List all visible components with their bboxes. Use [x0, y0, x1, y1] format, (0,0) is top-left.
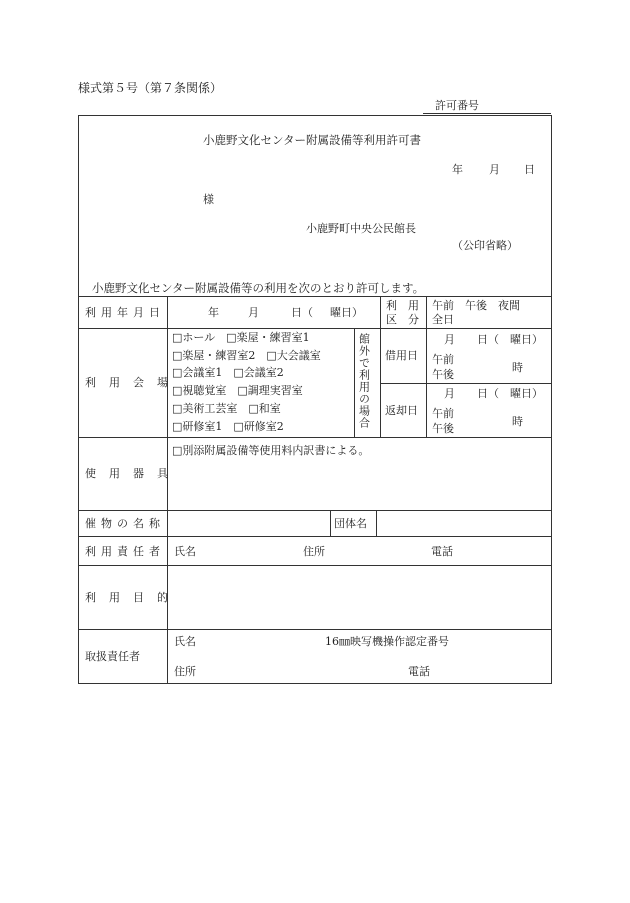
rule: [78, 565, 552, 566]
responsible-name: 氏名: [174, 545, 196, 558]
rule: [78, 328, 552, 329]
usage-date-label: 利用年月日: [85, 306, 165, 319]
rule: [167, 296, 168, 684]
responsible-label: 利用責任者: [85, 545, 165, 558]
usage-category-label-2: 区 分: [386, 313, 419, 326]
rule: [78, 437, 552, 438]
venue-room-line[interactable]: □研修室1 □研修室2: [172, 420, 284, 433]
usage-date-month: 月: [248, 306, 259, 319]
outside-use-label: 館外で利用の場合: [357, 333, 371, 429]
rule: [78, 510, 552, 511]
venue-room-line[interactable]: □視聴覚室 □調理実習室: [172, 384, 303, 397]
equipment-option[interactable]: □別添附属設備等使用料内訳書による。: [172, 444, 370, 457]
form-title: 小鹿野文化センター附属設備等利用許可書: [203, 133, 422, 147]
handler-label: 取扱責任者: [85, 650, 140, 663]
usage-category-options[interactable]: 午前 午後 夜間: [432, 299, 520, 312]
rule: [426, 296, 427, 437]
handler-address: 住所: [174, 665, 196, 678]
venue-room-line[interactable]: □ホール □楽屋・練習室1: [172, 331, 310, 344]
return-pm: 午後: [432, 422, 454, 435]
rule: [354, 328, 355, 437]
equipment-label: 使用器具: [85, 467, 181, 480]
return-am: 午前: [432, 407, 454, 420]
venue-room-line[interactable]: □楽屋・練習室2 □大会議室: [172, 349, 321, 362]
issuer-name: 小鹿野町中央公民館長: [306, 222, 416, 235]
permit-number-field[interactable]: [423, 99, 551, 114]
responsible-phone: 電話: [431, 545, 453, 558]
usage-category-allday[interactable]: 全日: [432, 313, 454, 326]
borrow-pm: 午後: [432, 368, 454, 381]
usage-category-label-1: 利 用: [386, 299, 419, 312]
date-year: 年: [452, 163, 463, 176]
borrow-hour: 時: [512, 361, 523, 374]
rule: [78, 629, 552, 630]
handler-name: 氏名: [174, 635, 196, 648]
borrow-date-label: 借用日: [385, 349, 418, 362]
borrow-am: 午前: [432, 353, 454, 366]
rule: [380, 296, 381, 437]
addressee-suffix: 様: [203, 193, 214, 206]
rule: [330, 510, 331, 536]
rule: [78, 296, 552, 297]
rule: [380, 383, 552, 384]
date-month: 月: [489, 163, 500, 176]
handler-cert-number: 16㎜映写機操作認定番号: [325, 635, 449, 648]
venue-label: 利用会場: [85, 376, 181, 389]
event-name-label: 催物の名称: [85, 517, 165, 530]
purpose-label: 利用目的: [85, 591, 181, 604]
return-date-label: 返却日: [385, 404, 418, 417]
rule: [376, 510, 377, 536]
date-day: 日: [524, 163, 535, 176]
return-md-line: 月 日（ 曜日）: [444, 387, 543, 400]
form-number: 様式第５号（第７条関係）: [78, 81, 223, 95]
usage-date-day: 日（: [291, 306, 313, 319]
usage-date-year: 年: [208, 306, 219, 319]
seal-note: （公印省略）: [452, 239, 518, 252]
venue-room-line[interactable]: □会議室1 □会議室2: [172, 366, 284, 379]
group-name-label: 団体名: [334, 517, 367, 530]
return-hour: 時: [512, 415, 523, 428]
venue-room-line[interactable]: □美術工芸室 □和室: [172, 402, 281, 415]
handler-phone: 電話: [408, 665, 430, 678]
responsible-address: 住所: [303, 545, 325, 558]
borrow-md-line: 月 日（ 曜日）: [444, 333, 543, 346]
permit-statement: 小鹿野文化センター附属設備等の利用を次のとおり許可します。: [92, 281, 425, 295]
permit-number-label: 許可番号: [435, 99, 479, 112]
rule: [78, 536, 552, 537]
usage-date-weekday: 曜日）: [330, 306, 363, 319]
